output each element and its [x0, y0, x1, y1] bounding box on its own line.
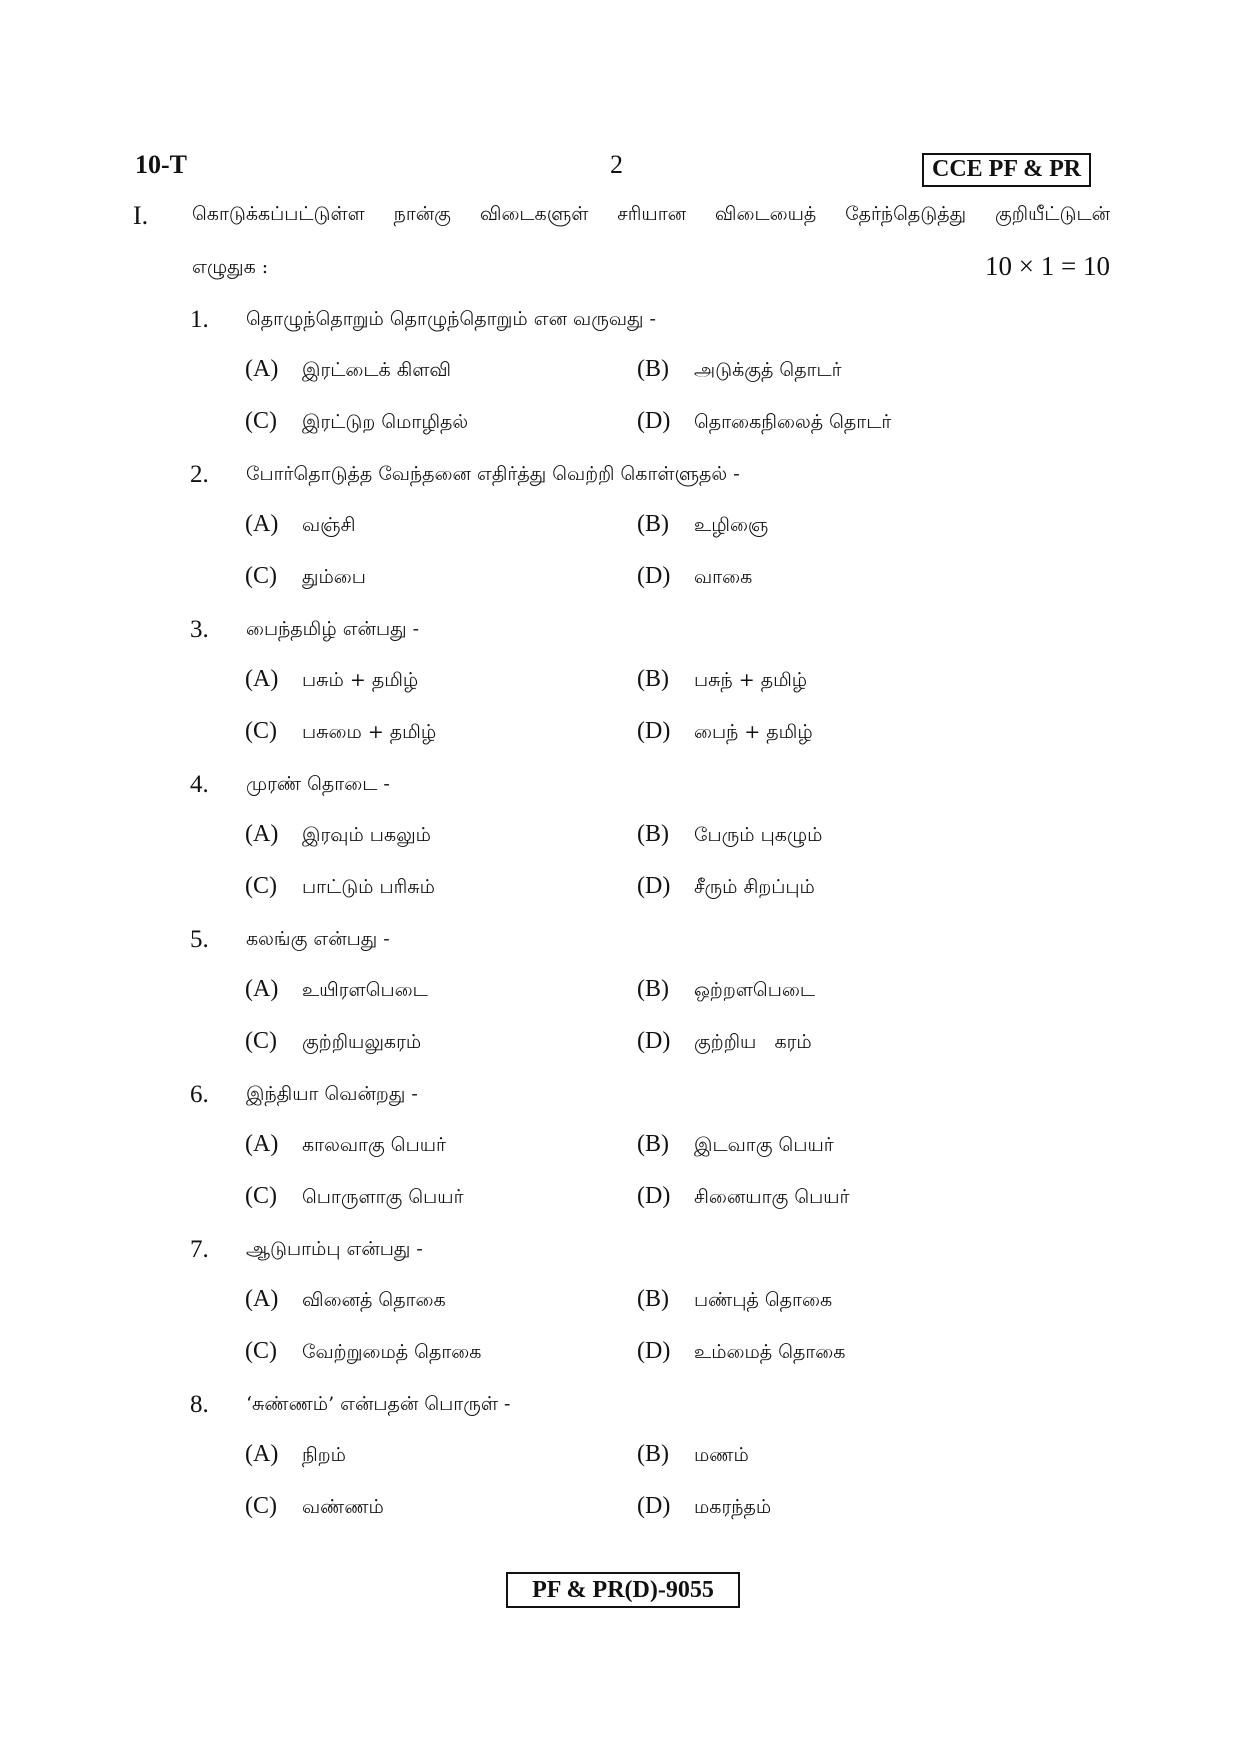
option-text: வஞ்சி: [302, 514, 356, 536]
option-letter: (C): [245, 408, 277, 434]
option-text: உயிரளபெடை: [302, 979, 428, 1001]
option-text: உம்மைத் தொகை: [694, 1341, 846, 1363]
option-text: பசுமை + தமிழ்: [302, 721, 437, 743]
question-text: பைந்தமிழ் என்பது -: [246, 618, 420, 640]
option-text: பாட்டும் பரிசும்: [302, 876, 435, 898]
option-text: பொருளாகு பெயர்: [302, 1186, 464, 1208]
option-letter: (C): [245, 1338, 277, 1364]
question-number: 4.: [190, 771, 209, 798]
option-letter: (A): [245, 976, 279, 1002]
option-letter: (A): [245, 511, 279, 537]
option-letter: (A): [245, 1286, 279, 1312]
option-text: குற்றியலுகரம்: [302, 1031, 422, 1053]
option-letter: (A): [245, 1131, 279, 1157]
option-text: இரட்டைக் கிளவி: [302, 359, 452, 381]
section-instruction-line1: கொடுக்கப்பட்டுள்ள நான்கு விடைகளுள் சரியான விடையைத் தேர்ந்தெடுத்து குறியீட்டுடன்: [192, 203, 1110, 225]
option-letter: (D): [637, 1338, 671, 1364]
option-text: வண்ணம்: [302, 1496, 384, 1518]
option-letter: (A): [245, 1441, 279, 1467]
option-letter: (D): [637, 563, 671, 589]
option-text: தொகைநிலைத் தொடர்: [694, 411, 892, 433]
option-letter: (C): [245, 563, 277, 589]
option-letter: (D): [637, 1493, 671, 1519]
option-letter: (B): [637, 1131, 669, 1157]
question-number: 1.: [190, 306, 209, 333]
option-letter: (A): [245, 356, 279, 382]
option-letter: (B): [637, 666, 669, 692]
question-text: முரண் தொடை -: [246, 773, 390, 795]
option-text: பண்புத் தொகை: [694, 1289, 833, 1311]
question-text: இந்தியா வென்றது -: [246, 1083, 418, 1105]
option-text: பசுந் + தமிழ்: [694, 669, 808, 691]
option-letter: (D): [637, 873, 671, 899]
option-text: பேரும் புகழும்: [694, 824, 823, 846]
option-letter: (B): [637, 1286, 669, 1312]
option-letter: (C): [245, 873, 277, 899]
section-instruction-line2: எழுதுக :: [192, 256, 269, 278]
option-text: வேற்றுமைத் தொகை: [302, 1341, 482, 1363]
option-text: தும்பை: [302, 566, 366, 588]
question-text: ஆடுபாம்பு என்பது -: [246, 1238, 423, 1260]
option-letter: (C): [245, 1028, 277, 1054]
option-letter: (B): [637, 821, 669, 847]
option-text: சீரும் சிறப்பும்: [694, 876, 815, 898]
footer-code-box: PF & PR(D)-9055: [506, 1572, 740, 1608]
option-letter: (D): [637, 408, 671, 434]
question-number: 5.: [190, 926, 209, 953]
option-letter: (C): [245, 1183, 277, 1209]
option-letter: (B): [637, 976, 669, 1002]
option-text: பைந் + தமிழ்: [694, 721, 813, 743]
question-text: போர்தொடுத்த வேந்தனை எதிர்த்து வெற்றி கொள்ளுதல் -: [246, 463, 740, 485]
option-text: சினையாகு பெயர்: [694, 1186, 850, 1208]
exam-code-box: CCE PF & PR: [922, 153, 1091, 187]
option-letter: (B): [637, 1441, 669, 1467]
option-letter: (A): [245, 666, 279, 692]
section-marks: 10 × 1 = 10: [985, 251, 1110, 281]
question-number: 6.: [190, 1081, 209, 1108]
page-number: 2: [610, 150, 623, 179]
option-text: உழிஞை: [694, 514, 769, 536]
option-text: ஒற்றளபெடை: [694, 979, 815, 1001]
page-code: 10-T: [135, 150, 187, 179]
option-text: நிறம்: [302, 1444, 346, 1466]
option-letter: (A): [245, 821, 279, 847]
option-letter: (D): [637, 1183, 671, 1209]
option-letter: (C): [245, 718, 277, 744]
question-text: தொழுந்தொறும் தொழுந்தொறும் என வருவது -: [246, 308, 656, 330]
option-text: மகரந்தம்: [694, 1496, 772, 1518]
question-number: 3.: [190, 616, 209, 643]
option-text: வாகை: [694, 566, 753, 588]
option-text: பசும் + தமிழ்: [302, 669, 419, 691]
option-letter: (D): [637, 1028, 671, 1054]
option-letter: (B): [637, 511, 669, 537]
option-text: காலவாகு பெயர்: [302, 1134, 446, 1156]
option-text: வினைத் தொகை: [302, 1289, 446, 1311]
option-text: மணம்: [694, 1444, 749, 1466]
option-text: இரட்டுற மொழிதல்: [302, 411, 469, 433]
question-text: ‘சுண்ணம்’ என்பதன் பொருள் -: [246, 1393, 511, 1415]
option-text: அடுக்குத் தொடர்: [694, 359, 842, 381]
option-letter: (C): [245, 1493, 277, 1519]
option-letter: (B): [637, 356, 669, 382]
question-text: கலங்கு என்பது -: [246, 928, 390, 950]
question-number: 8.: [190, 1391, 209, 1418]
section-number: I.: [133, 201, 149, 230]
question-number: 2.: [190, 461, 209, 488]
option-text: குற்றிய கரம்: [694, 1031, 812, 1053]
option-letter: (D): [637, 718, 671, 744]
question-number: 7.: [190, 1236, 209, 1263]
option-text: இரவும் பகலும்: [302, 824, 431, 846]
option-text: இடவாகு பெயர்: [694, 1134, 834, 1156]
